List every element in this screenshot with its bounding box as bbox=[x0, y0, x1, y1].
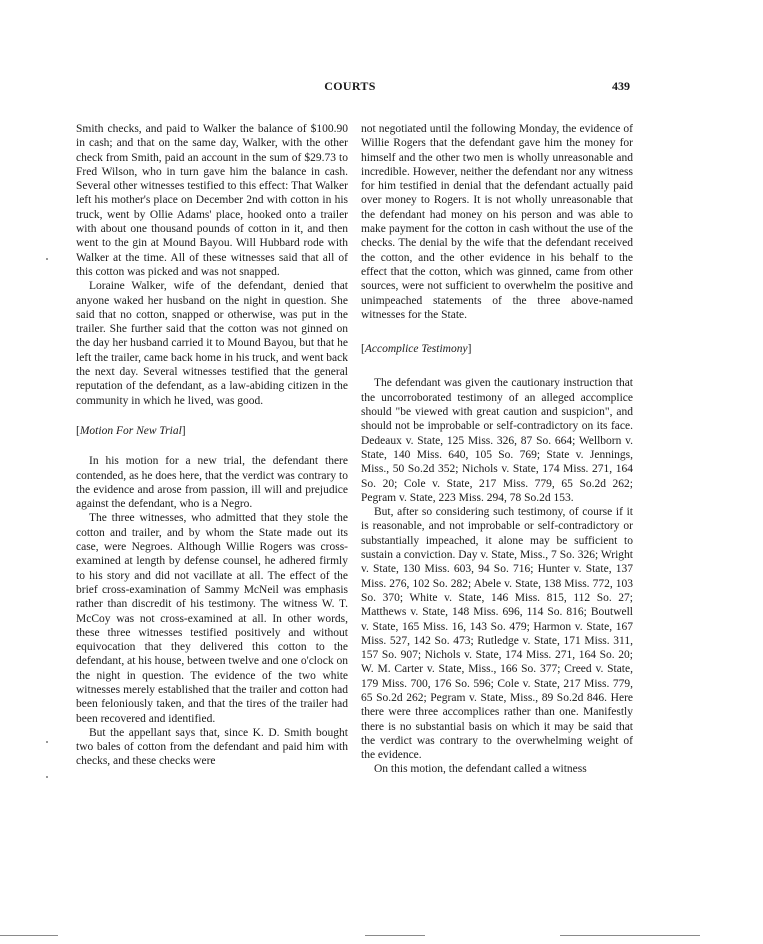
running-title: COURTS bbox=[324, 79, 376, 93]
section-heading-accomplice: [Accomplice Testimony] bbox=[361, 343, 472, 356]
left-column bbox=[76, 122, 348, 769]
scan-speck bbox=[46, 258, 48, 260]
right-paragraph-2: The defendant was given the cautionary instruction that the uncorroborated testimony of an alleged accomplice should "be viewed with great caution and suspicion", and should not be improbable or self-contradictory on its face. Dedeaux v. State, 125 Miss. 326, 87 So. 664; Wellborn v. State, 140 Miss. 640, 105 So. 769; State v. Jennings, Miss., 50 So.2d 352; Nichols v. State, 174 Miss. 271, 164 So. 20; Cole v. State, 217 Miss. 779, 65 So.2d 262; Pegram v. State, 223 Miss. 294, 78 So.2d 153. bbox=[361, 377, 633, 504]
page-number: 439 bbox=[612, 79, 630, 93]
footer-rule-middle bbox=[365, 935, 425, 936]
left-paragraph-1: Smith checks, and paid to Walker the balance of $100.90 in cash; and that on the same day, Walker, with the other check from Smith, paid an account in the sum of $29.73 to Fred Wilson, who in turn gave him the balance in cash. Several other witnesses testified to this effect: That Walker left his mother's place on December 2nd with cotton in his truck, went by Ollie Adams' place, hooked onto a trailer with about one thousand pounds of cotton in it, and then went to the gin at Mound Bayou. Will Hubbard rode with Walker at the time. All of these witnesses said that all of this cotton was picked and was not snapped. bbox=[76, 123, 348, 278]
left-paragraph-4: The three witnesses, who admitted that they stole the cotton and trailer, and by whom the State made out its case, were Negroes. Although Willie Rogers was cross-examined at length by defense counsel, he adhered firmly to his story and did not vacillate at all. The effect of the brief cross-examination of Sammy McNeil was emphasis rather than discredit of his testimony. The witness W. T. McCoy was not cross-examined at all. In other words, these three witnesses testified positively and without equivocation that they delivered this cotton to the defendant, at his house, between twelve and one o'clock on the night in question. The evidence of the two white witnesses merely established that the trailer and cotton had been feloniously taken, and that the tires of the trailer had been recovered and identified. bbox=[76, 512, 348, 725]
scan-speck bbox=[46, 741, 48, 743]
running-head bbox=[70, 79, 630, 95]
right-paragraph-1: not negotiated until the following Monday, the evidence of Willie Rogers that the defendant gave him the money for himself and the other two men is wholly unreasonable and incredible. However, neither the defendant nor any witness for him testified in denial that the defendant actually paid over money to Rogers. It is not wholly unreasonable that the defendant had money on his person and was able to make payment for the cotton in cash without the use of the checks. The denial by the wife that the defendant received the cotton, and the other evidence in his behalf to the effect that the cotton, which was ginned, came from other sources, were not sufficient to overwhelm the positive and unimpeached statements of the three above-named witnesses for the State. bbox=[361, 123, 633, 321]
footer-rules bbox=[0, 935, 763, 943]
section-heading-accomplice-text: Accomplice Testimony bbox=[364, 343, 468, 356]
right-paragraph-3: But, after so considering such testimony, of course if it is reasonable, and not improbable or self-contradictory or substantially impeached, it alone may be sufficient to sustain a conviction. Day v. State, Miss., 7 So. 326; Wright v. State, 130 Miss. 603, 94 So. 716; Hunter v. State, 137 Miss. 276, 102 So. 282; Abele v. State, 138 Miss. 772, 103 So. 370; White v. State, 146 Miss. 815, 112 So. 27; Matthews v. State, 148 Miss. 696, 114 So. 816; Boutwell v. State, 165 Miss. 16, 143 So. 479; Harmon v. State, 167 Miss. 527, 142 So. 473; Rutledge v. State, 171 Miss. 311, 157 So. 907; Nichols v. State, 174 Miss. 271, 164 So. 20; W. M. Carter v. State, Miss., 166 So. 377; Creed v. State, 179 Miss. 700, 176 So. 596; Cole v. State, 217 Miss. 779, 65 So.2d 262; Pegram v. State, Miss., 89 So.2d 846. Here there were three accomplices rather than one. Manifestly there is no substantial basis on which it may be said that the verdict was contrary to the overwhelming weight of the evidence. bbox=[361, 506, 633, 762]
left-paragraph-2: Loraine Walker, wife of the defendant, denied that anyone waked her husband on the night in question. She said that no cotton, snapped or otherwise, was put in the trailer. She further said that the cotton was not ginned on the day her husband carried it to Mound Bayou, but that he left the trailer, came back home in his truck, and went back the next day. Several witnesses testified that the general reputation of the defendant, as a law-abiding citizen in the community in which he lived, was good. bbox=[76, 280, 348, 407]
section-heading-motion-text: Motion For New Trial bbox=[79, 424, 182, 437]
scan-speck bbox=[46, 776, 48, 778]
footer-rule-right bbox=[560, 935, 700, 936]
section-heading-motion: [Motion For New Trial] bbox=[76, 424, 186, 437]
footer-rule-left bbox=[0, 935, 58, 936]
right-paragraph-4: On this motion, the defendant called a witness bbox=[374, 763, 587, 776]
left-paragraph-5: But the appellant says that, since K. D. Smith bought two bales of cotton from the defendant and paid him with checks, and these checks were bbox=[76, 726, 348, 768]
left-paragraph-3: In his motion for a new trial, the defendant there contended, as he does here, that the verdict was contrary to the evidence and arose from passion, ill will and prejudice against the defendant, who is a Negro. bbox=[76, 455, 348, 511]
right-column bbox=[361, 122, 633, 777]
